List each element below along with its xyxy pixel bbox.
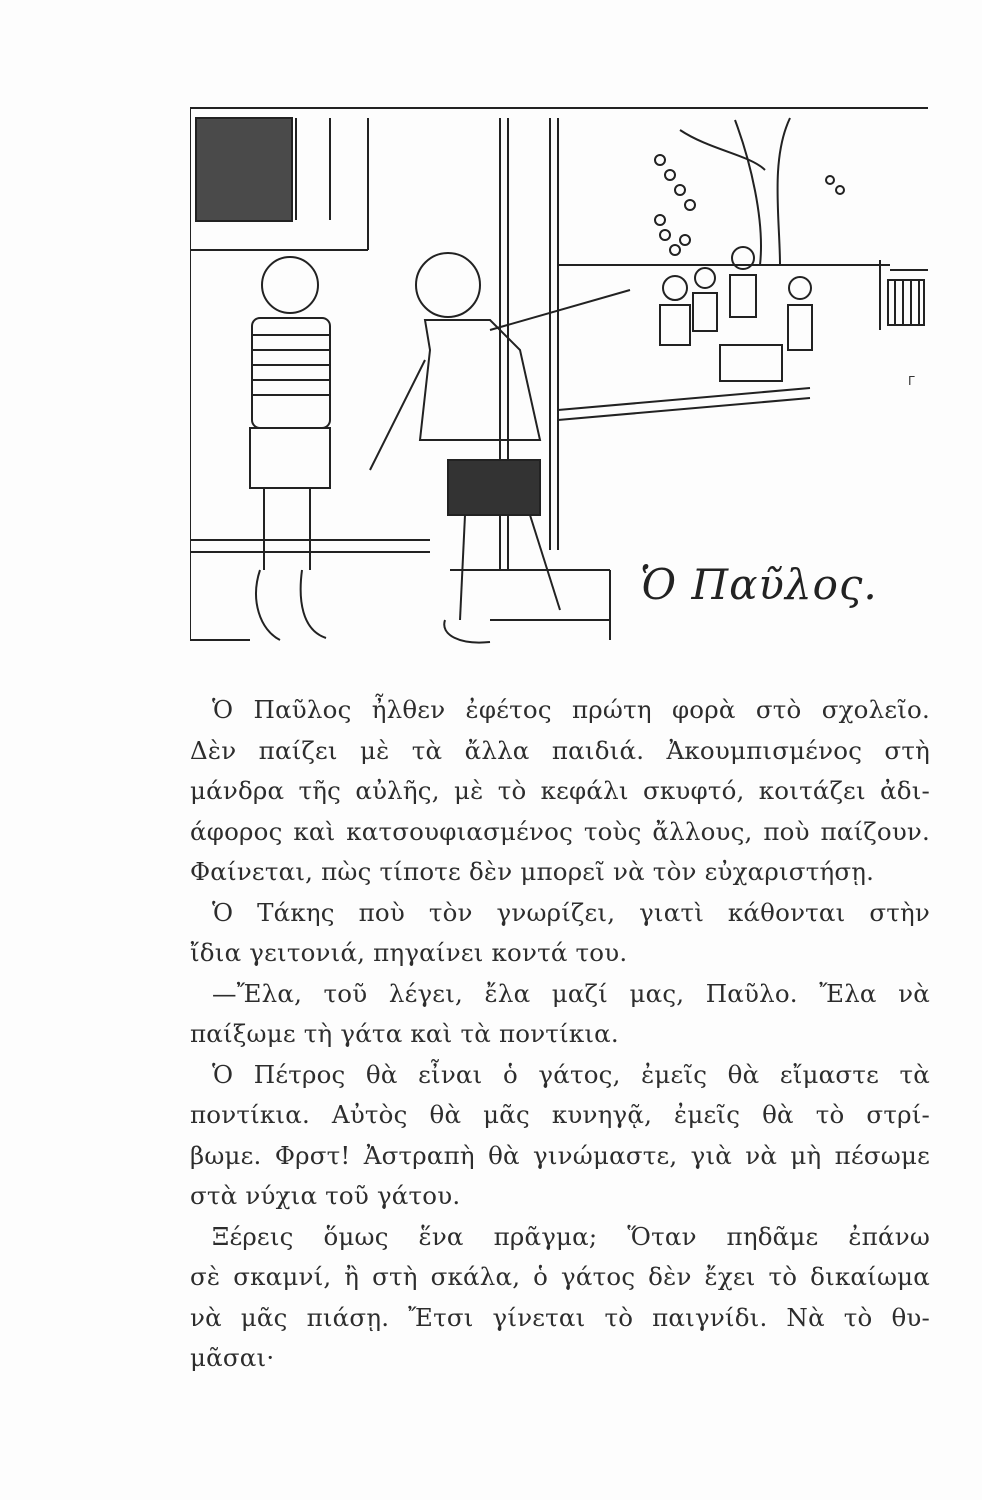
artist-monogram: Γ bbox=[908, 374, 915, 388]
text-line: ἴδια γειτονιά, πηγαίνει κοντά του. bbox=[190, 938, 628, 967]
text-line: παίξωμε τὴ γάτα καὶ τὰ ποντίκια. bbox=[190, 1019, 619, 1048]
text-line: Δὲν παίζει μὲ τὰ ἄλλα παιδιά. Ἀκουμπισμένος στὴ bbox=[190, 735, 930, 765]
paragraph bbox=[190, 690, 930, 893]
illustration-caption: Ὁ Παῦλος. bbox=[640, 560, 878, 609]
text-line: —Ἔλα, τοῦ λέγει, ἔλα μαζί μας, Παῦλο. Ἔλα νὰ bbox=[212, 978, 930, 1008]
text-line: στὰ νύχια τοῦ γάτου. bbox=[190, 1181, 461, 1210]
text-line: βωμε. Φρστ! Ἀστραπὴ θὰ γινώμαστε, γιὰ νὰ μὴ πέσωμε bbox=[190, 1140, 930, 1170]
dark-window bbox=[196, 118, 292, 221]
text-line: Ὁ Τάκης ποὺ τὸν γνωρίζει, γιατὶ κάθονται στὴν bbox=[212, 897, 930, 927]
paragraph bbox=[190, 1055, 930, 1217]
text-line: άφορος καὶ κατσουφιασμένος τοὺς ἄλλους, ποὺ παίζουν. bbox=[190, 816, 930, 846]
text-line: νὰ μᾶς πιάσῃ. Ἔτσι γίνεται τὸ παιγνίδι. Νὰ τὸ θυ- bbox=[190, 1302, 930, 1332]
story-text bbox=[190, 690, 930, 1379]
text-line: ποντίκια. Αὐτὸς θὰ μᾶς κυνηγᾷ, ἐμεῖς θὰ τὸ στρί- bbox=[190, 1100, 930, 1129]
text-line: Ὁ Παῦλος ἦλθεν ἐφέτος πρώτη φορὰ στὸ σχολεῖο. bbox=[212, 695, 930, 724]
text-line: Ὁ Πέτρος θὰ εἶναι ὁ γάτος, ἐμεῖς θὰ εἴμαστε τὰ bbox=[212, 1059, 930, 1089]
text-line: σὲ σκαμνί, ἢ στὴ σκάλα, ὁ γάτος δὲν ἔχει τὸ δικαίωμα bbox=[190, 1262, 930, 1291]
paragraph bbox=[190, 893, 930, 974]
paragraph bbox=[190, 974, 930, 1055]
text-line: μάνδρα τῆς αὐλῆς, μὲ τὸ κεφάλι σκυφτό, κοιτάζει ἀδι- bbox=[190, 776, 930, 805]
text-line: Ξέρεις ὅμως ἕνα πρᾶγμα; Ὅταν πηδᾶμε ἐπάνω bbox=[212, 1221, 930, 1251]
text-line: Φαίνεται, πὼς τίποτε δὲν μπορεῖ νὰ τὸν εὐχαριστήσῃ. bbox=[190, 857, 875, 886]
paragraph bbox=[190, 1217, 930, 1379]
text-line: μᾶσαι· bbox=[190, 1343, 275, 1372]
